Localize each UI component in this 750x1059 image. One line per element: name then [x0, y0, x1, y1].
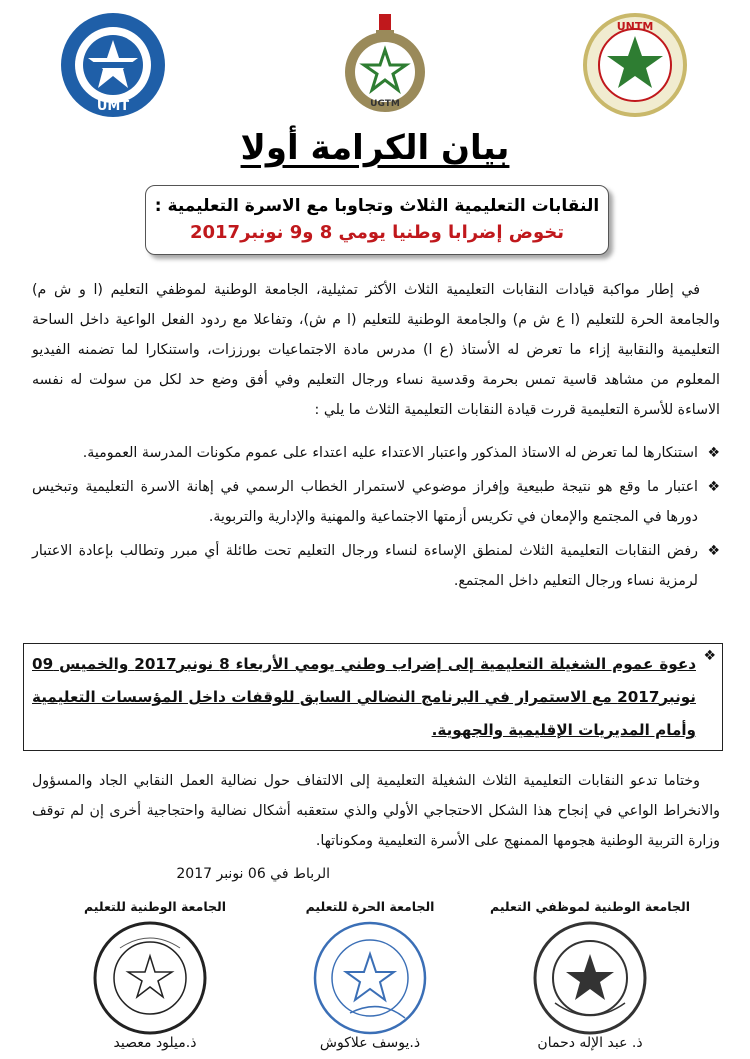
- signatory-org: الجامعة الحرة للتعليم: [305, 899, 435, 914]
- intro-paragraph: في إطار مواكبة قيادات النقابات التعليمية الثلاث الأكثر تمثيلية، الجامعة الوطنية لموظفي التعليم (ا و ش م) والجامعة الحرة للتعليم (ا ع ش م) والجامعة الوطنية للتعليم (ا م ش)، وتفاعلا مع ردود الفعل الواعية داخل الساحة التعليمية والنقابية إزاء ما تعرض له الأستاذ (ع ا) مدرس مادة الاجتماعيات بورززات، واستنكارا لما تضمنه الفيديو المعلوم من مشاهد قاسية تمس بحرمة وقدسية نساء ورجال التعليم وفي أفق وضع حد لكل من سولت له نفسه الاساءة للأسرة التعليمية قررت قيادة النقابات التعليمية الثلاث ما يلي :: [32, 282, 720, 418]
- headline-line-2: تخوض إضرابا وطنيا يومي 8 و9 نونبر2017: [189, 222, 564, 243]
- stamp-umt-federation: [530, 918, 650, 1038]
- headline-line-1: النقابات التعليمية الثلاث وتجاوبا مع الاسرة التعليمية :: [154, 196, 600, 216]
- page-title: بيان الكرامة أولا: [240, 128, 510, 168]
- signatory-name: ذ. عبد الإله دحمان: [537, 1035, 643, 1051]
- signatory-name: ذ.يوسف علاكوش: [319, 1035, 421, 1051]
- diamond-bullet-icon: ❖: [707, 445, 720, 461]
- stamp-fne: [90, 918, 210, 1038]
- list-item: ❖ استنكارها لما تعرض له الاستاذ المذكور واعتبار الاعتداء عليه اعتداء على عموم مكونات المدرسة العمومية.: [32, 438, 720, 468]
- headline-box: [145, 185, 609, 255]
- logos-row: [40, 10, 710, 120]
- diamond-bullet-icon: ❖: [703, 648, 716, 664]
- list-item: ❖ رفض النقابات التعليمية الثلاث لمنطق الإساءة لنساء ورجال التعليم تحت طائلة أي مبرر وتطالب بإعادة الاعتبار لرمزية نساء ورجال التعليم داخل المجتمع.: [32, 536, 720, 596]
- svg-text:UNTM: UNTM: [616, 20, 654, 33]
- strike-call-box: ❖ دعوة عموم الشغيلة التعليمية إلى إضراب وطني يومي الأربعاء 8 نونبر2017 والخميس 09 نونبر2017 مع الاستمرار في البرنامج النضالي السابق للوقفات داخل المؤسسات التعليمية وأمام المديريات الإقليمية والجهوية.: [23, 643, 723, 751]
- svg-text:UMT: UMT: [96, 99, 130, 114]
- diamond-bullet-icon: ❖: [707, 479, 720, 495]
- signatory-org: الجامعة الوطنية للتعليم: [83, 899, 227, 914]
- signatory-org: الجامعة الوطنية لموظفي التعليم: [490, 899, 690, 914]
- ugtm-logo: [330, 10, 440, 120]
- diamond-bullet-icon: ❖: [707, 543, 720, 559]
- decisions-list: [32, 438, 720, 600]
- svg-text:UGTM: UGTM: [370, 99, 400, 109]
- stamp-free-federation: [310, 918, 430, 1038]
- closing-paragraph: وختاما تدعو النقابات التعليمية الثلاث الشغيلة التعليمية إلى الالتفاف حول نضالية العمل النقابي الجاد والمسؤول والانخراط الواعي في إنجاح هذا الشكل الاحتجاجي الأولي والذي ستعقبه أشكال نضالية واحتجاجية أخرى إن لم توقف وزارة التربية الوطنية هجومها الممنهج على الأسرة التعليمية ومكوناتها.: [32, 773, 720, 849]
- untm-logo: [580, 10, 690, 120]
- signatory-name: ذ.ميلود معصيد: [113, 1035, 197, 1051]
- list-item: ❖ اعتبار ما وقع هو نتيجة طبيعية وإفراز موضوعي لاستمرار الخطاب الرسمي في إهانة الاسرة التعليمية وتبخيس دورها في المجتمع والإمعان في تكريس أزمتها الاجتماعية والمهنية والإدارية والتربوية.: [32, 472, 720, 532]
- umt-logo: [58, 10, 168, 120]
- place-date: الرباط في 06 نونبر 2017: [176, 866, 330, 882]
